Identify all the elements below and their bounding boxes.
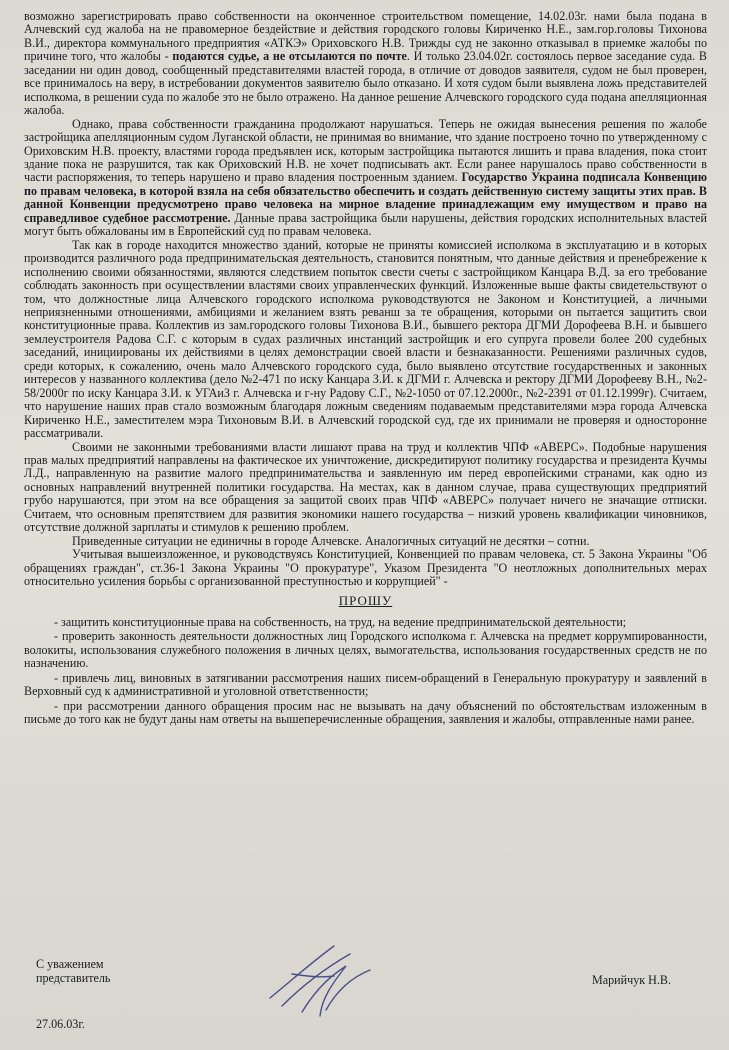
closing-role: представитель <box>36 970 111 985</box>
closing-block <box>36 958 110 985</box>
paragraph-3: Так как в городе находится множество зданий, которые не приняты комиссией исполкома в эксплуатацию и в которых производится различного рода предпринимательская деятельность, становится понятным, что данные действия и пренебрежение к исполнению своими обязанностями, являются следствием попыток свести счеты с застройщиком Канцара В.Д. за его требование соблюдать законность при осуществлении властями своих управленческих функций. Изложенные выше факты свидетельствуют о том, что должностные лица Алчевского городского исполкома руководствуются не Законом и Конституцией, а личными неприязненными отношениями, амбициями и желанием взять реванш за те обращения, которыми он пытается защитить свои конституционные права. Коллектив из зам.городского головы Тихонова В.И., бывшего ректора ДГМИ Дорофеева В.Н. и бывшего землеустроителя Радова С.Г. с которым в судах различных инстанций застройщик и его супруга провели более 200 судебных заседаний, инициированы их действиями в целях демонстрации своей власти и безнаказанности. Решениями различных судов, среди которых, к сожалению, очень мало Алчевского городского суда, было выявлено отсутствие государственных и законных интересов у названного коллектива (дело №2-471 по иску Канцара З.И. к ДГМИ г. Алчевска и ректору ДГМИ Дорофееву В.Н., №2-58/2000г по иску Канцара З.И. к УГАиЗ г. Алчевска и г-ну Радову С.Г., №2-1050 от 07.12.2000г., №2-2391 от 01.12.1999г). Считаем, что нарушение наших прав стало возможным благодаря ложным сведениям подаваемым представителями мэра города Алчевска Кириченко Н.Е., заместителем мэра Тихоновым В.И. в Алчевский городской суд, где их принимали не проверяя и односторонне рассматривали. <box>24 237 707 441</box>
author-name: Марийчук Н.В. <box>592 973 671 987</box>
paragraph-6: Учитывая вышеизложенное, и руководствуясь Конституцией, Конвенцией по правам человека, ст. 5 Закона Украины "Об обращениях граждан", ст.36-1 Закона Украины "О прокуратуре", Указом Президента "О неотложных дополнительных мерах относительно усиления борьбы с организованной преступностью и коррупцией" - <box>24 547 707 589</box>
request-list <box>24 616 707 727</box>
signature-icon <box>262 940 380 1020</box>
paragraph-4: Своими не законными требованиями власти лишают права на труд и коллектив ЧПФ «АВЕРС». Подобные нарушения прав малых предприятий направлены на фактическое их уничтожение, дискредитируют политику государства и президента Кучмы Л.Д., направленную на развитие малого предпринимательства и заявленную им перед европейскими странами, как одно из основных направлений внутренней политики государства. На местах, как в данном случае, права существующих предприятий грубо нарушаются, при этом на все обращения за защитой своих прав ЧПФ «АВЕРС» получает ничего не значащие отписки. Считаем, что основным препятствием для развития экономики нашего государства – низкий уровень квалификации чиновников, отсутствие должной зарплаты и стимулов к решению проблем. <box>24 439 707 535</box>
closing-greeting: С уважением <box>36 957 104 971</box>
request-heading: ПРОШУ <box>338 593 393 609</box>
paragraph-5: Приведенные ситуации не единичны в городе Алчевске. Аналогичных ситуаций не десятки – сотни. <box>72 533 590 548</box>
paragraph-1: возможно зарегистрировать право собственности на оконченное строительством помещение, 14.02.03г. нами была подана в Алчевский суд жалоба на не правомерное бездействие и действия городского головы Кириченко Н.Е., зам.гор.головы Тихонова В.И., директора коммунального предприятия «АТКЭ» Ориховского Н.В. Трижды суд не законно отказывал в приемке жалобы по причине того, что жалобы - подаются судье, а не отсылаются по почте. И только 23.04.02г. состоялось первое заседание суда. В заседании ни один довод, сообщенный представителями властей города, в отличие от доводов заявителя, судом не был проверен, все принималось на веру, в истребовании документов заявителю было отказано. И хотя судом были выявлена ложь представителей исполкома, в решении суда по жалобе это не было отражено. На данное решение Алчевского городского суда подана апелляционная жалоба. <box>24 9 707 118</box>
paragraph-2: Однако, права собственности гражданина продолжают нарушаться. Теперь не ожидая вынесения решения по жалобе застройщика апелляционным судом Луганской области, не принимая во внимание, что здание построено точно по утвержденному с Ориховским Н.В. проекту, властями города предъявлен иск, которым застройщика пытаются лишить и права владения, пока стоит здание пока не разрушится, так как Ориховский Н.В. не хочет подписывать акт. Если ранее нарушалось право собственности в части распоряжения, то теперь нарушено и право владения построенным зданием. Государство Украина подписала Конвенцию по правам человека, в которой взяла на себя обязательство обеспечить и создать действенную систему защиты этих прав. В данной Конвенции предусмотрено право человека на мирное владение принадлежащим ему имуществом и право на справедливое судебное рассмотрение. Данные права застройщика были нарушены, действия городских исполнительных властей могут быть обжалованы им в Европейский суд по правам человека. <box>24 116 707 239</box>
request-item-1: - защитить конституционные права на собственность, на труд, на ведение предпринимательской деятельности; <box>54 614 627 629</box>
request-item-4: - при рассмотрении данного обращения просим нас не вызывать на дачу объяснений по обстоятельствам изложенным в письме до того как не будут даны нам ответы на вышеперечисленные обращения, заявления и жалобы, отправленные нами ранее. <box>24 698 707 727</box>
letter-body <box>24 10 707 727</box>
request-item-3: - привлечь лиц, виновных в затягивании рассмотрения наших писем-обращений в Генеральную прокуратуру и заявлений в Верховный суд к административной и уголовной ответственности; <box>24 670 707 699</box>
letter-date: 27.06.03г. <box>36 1017 85 1031</box>
request-item-2: - проверить законность деятельности должностных лиц Городского исполкома г. Алчевска на предмет коррумпированности, волокиты, использования служебного положения в личных целях, вымогательства, использования государственных средств не по назначению. <box>24 629 707 671</box>
